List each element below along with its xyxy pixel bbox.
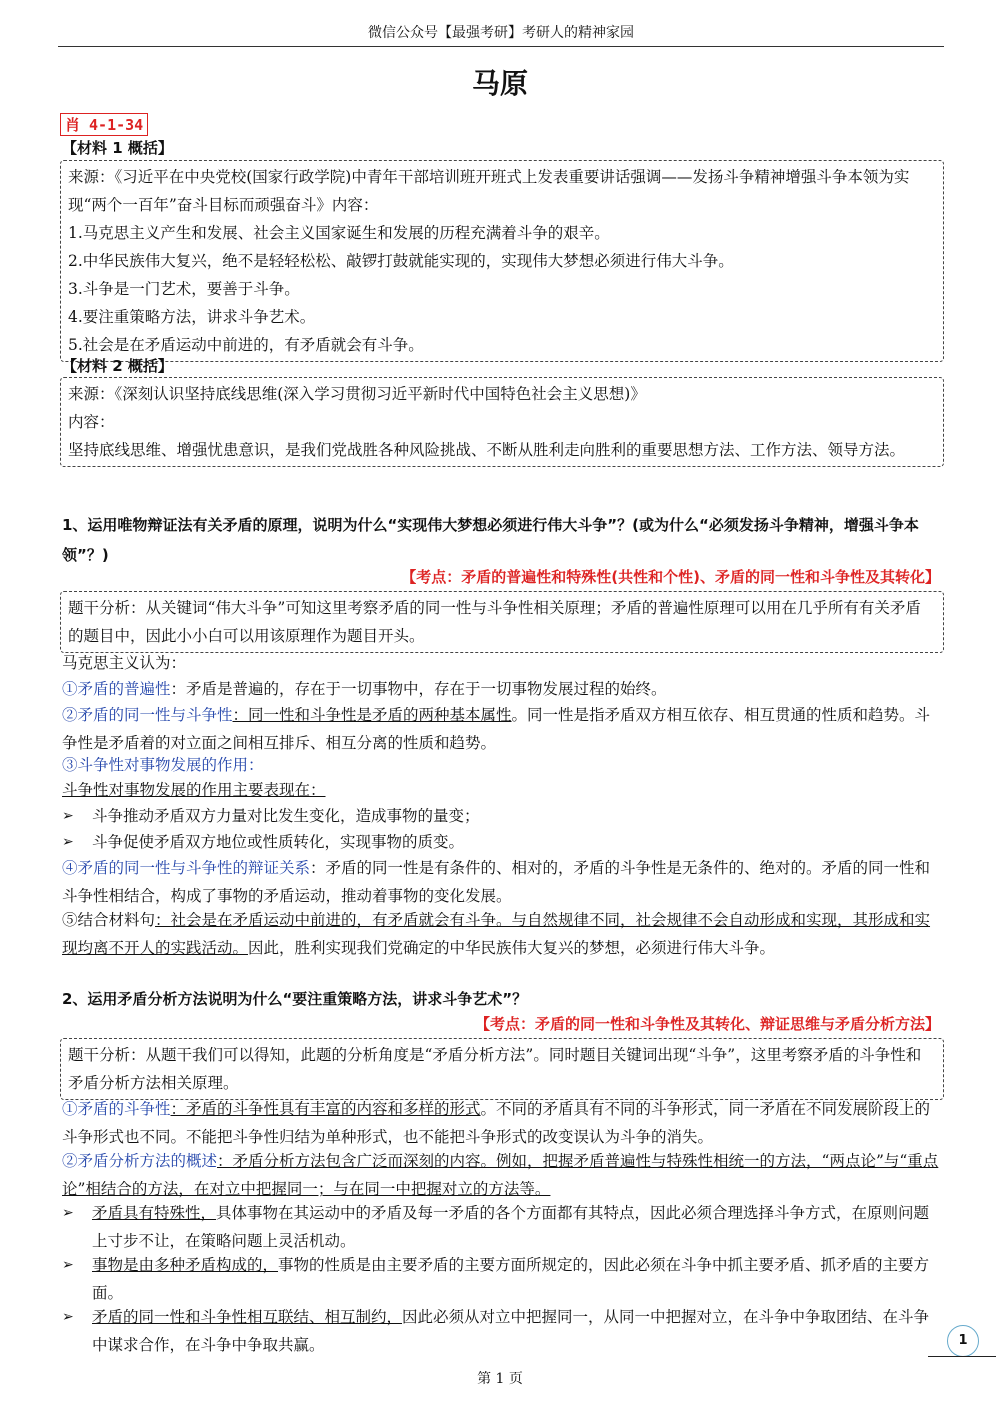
q2-bullet-underlined: 事物是由多种矛盾构成的， bbox=[92, 1256, 279, 1274]
q2-bullet-text bbox=[92, 1199, 942, 1255]
material-2-line: 坚持底线思维、增强忧患意识，是我们党战胜各种风险挑战、不断从胜利走向胜利的重要思想方法、工作方法、领导方法。 bbox=[68, 441, 906, 459]
page-footer: 第 1 页 bbox=[477, 1371, 523, 1387]
arrow-bullet-icon: ➢ bbox=[62, 834, 74, 850]
q2-bullet-text bbox=[92, 1303, 942, 1359]
material-1-line: 2.中华民族伟大复兴，绝不是轻轻松松、敲锣打鼓就能实现的，实现伟大梦想必须进行伟大斗争。 bbox=[68, 252, 734, 270]
material-2-box bbox=[60, 377, 944, 467]
material-2-line: 来源：《深刻认识坚持底线思维(深入学习贯彻习近平新时代中国特色社会主义思想)》 bbox=[68, 385, 646, 403]
q1-point-2-text: 。同一性是指矛盾双方相互依存、相互贯通的性质和趋势。斗争性是矛盾着的对立面之间相互排斥、相互分离的性质和趋势。 bbox=[62, 706, 931, 752]
page-title: 马原 bbox=[471, 67, 528, 100]
question-1-analysis: 题干分析：从关键词“伟大斗争”可知这里考察矛盾的同一性与斗争性相关原理；矛盾的普遍性原理可以用在几乎所有有关矛盾的题目中，因此小小白可以用该原理作为题目开头。 bbox=[68, 599, 921, 645]
q2-bullet bbox=[62, 1251, 942, 1307]
q1-bullet-text: 斗争促使矛盾双方地位或性质转化，实现事物的质变。 bbox=[92, 833, 465, 851]
q1-bullet-text: 斗争推动矛盾双方力量对比发生变化，造成事物的量变； bbox=[92, 807, 480, 825]
q1-point-1-text: ：矛盾是普遍的，存在于一切事物中，存在于一切事物发展过程的始终。 bbox=[170, 680, 667, 698]
q1-point-3-sub-text: 斗争性对事物发展的作用主要表现在： bbox=[62, 781, 326, 799]
q2-bullet-rest: 因此必须从对立中把握同一，从同一中把握对立，在斗争中争取团结、在斗争中谋求合作，在斗争中争取共赢。 bbox=[92, 1308, 930, 1354]
q2-point-1-text: 。不同的矛盾具有不同的斗争形式，同一矛盾在不同发展阶段上的斗争形式也不同。不能把斗争性归结为单种形式，也不能把斗争形式的改变误认为斗争的消失。 bbox=[62, 1100, 931, 1146]
arrow-bullet-icon: ➢ bbox=[62, 808, 74, 824]
q2-bullet-rest: 具体事物在其运动中的矛盾及每一矛盾的各个方面都有其特点，因此必须合理选择斗争方式，在原则问题上寸步不让，在策略问题上灵活机动。 bbox=[92, 1204, 930, 1250]
question-1: 1、运用唯物辩证法有关矛盾的原理，说明为什么“实现伟大梦想必须进行伟大斗争”？(或为什么“必须发扬斗争精神，增强斗争本领”？) bbox=[62, 516, 919, 564]
question-2-analysis-box bbox=[60, 1038, 944, 1100]
q2-point-2-heading: ②矛盾分析方法的概述 bbox=[62, 1152, 218, 1170]
page-header: 微信公众号【最强考研】考研人的精神家园 bbox=[58, 22, 944, 47]
q2-bullet-underlined: 矛盾具有特殊性， bbox=[92, 1204, 217, 1222]
page-number-badge: 1 bbox=[947, 1325, 979, 1357]
q2-bullet-rest: 事物的性质是由主要矛盾的主要方面所规定的，因此必须在斗争中抓主要矛盾、抓矛盾的主要方面。 bbox=[92, 1256, 930, 1302]
q1-point-4-text: ：矛盾的同一性是有条件的、相对的，矛盾的斗争性是无条件的、绝对的。矛盾的同一性和斗争性相结合，构成了事物的矛盾运动，推动着事物的变化发展。 bbox=[62, 859, 931, 905]
q1-point-5-heading: ⑤结合材料句 bbox=[62, 911, 156, 929]
q1-bullet bbox=[62, 802, 942, 830]
arrow-bullet-icon: ➢ bbox=[62, 1205, 74, 1221]
q1-point-4 bbox=[62, 854, 942, 910]
material-2-label: 【材料 2 概括】 bbox=[62, 357, 173, 375]
question-2: 2、运用矛盾分析方法说明为什么“要注重策略方法，讲求斗争艺术”？ bbox=[62, 990, 528, 1008]
q1-point-3-heading-text: ③斗争性对事物发展的作用： bbox=[62, 756, 264, 774]
material-1-line: 1.马克思主义产生和发展、社会主义国家诞生和发展的历程充满着斗争的艰辛。 bbox=[68, 224, 610, 242]
material-1-line: 来源：《习近平在中央党校(国家行政学院)中青年干部培训班开班式上发表重要讲话强调——发扬斗争精神增强斗争本领为实现“两个一百年”奋斗目标而顽强奋斗》内容： bbox=[68, 168, 910, 214]
q2-point-1 bbox=[62, 1095, 942, 1151]
q1-point-4-heading: ④矛盾的同一性与斗争性的辩证关系 bbox=[62, 859, 311, 877]
q2-point-1-underlined: ：矛盾的斗争性具有丰富的内容和多样的形式 bbox=[170, 1100, 481, 1118]
question-1-kaodian: 【考点：矛盾的普遍性和特殊性(共性和个性)、矛盾的同一性和斗争性及其转化】 bbox=[401, 568, 940, 586]
q1-point-3-heading bbox=[62, 751, 942, 779]
question-2-analysis: 题干分析：从题干我们可以得知，此题的分析角度是“矛盾分析方法”。同时题目关键词出现“斗争”，这里考察矛盾的斗争性和矛盾分析方法相关原理。 bbox=[68, 1046, 922, 1092]
question-code: 肖 4-1-34 bbox=[60, 113, 148, 136]
question-1-analysis-box bbox=[60, 591, 944, 653]
q1-point-2-heading: ②矛盾的同一性与斗争性 bbox=[62, 706, 233, 724]
q2-bullet bbox=[62, 1303, 942, 1359]
material-2-line: 内容： bbox=[68, 413, 115, 431]
material-1-line: 5.社会是在矛盾运动中前进的，有矛盾就会有斗争。 bbox=[68, 336, 424, 354]
q1-point-1 bbox=[62, 675, 942, 703]
material-1-line: 4.要注重策略方法，讲求斗争艺术。 bbox=[68, 308, 316, 326]
q2-bullet-underlined: 矛盾的同一性和斗争性相互联结、相互制约， bbox=[92, 1308, 403, 1326]
question-2-kaodian: 【考点：矛盾的同一性和斗争性及其转化、辩证思维与矛盾分析方法】 bbox=[474, 1015, 940, 1033]
arrow-bullet-icon: ➢ bbox=[62, 1309, 74, 1325]
q2-bullet bbox=[62, 1199, 942, 1255]
q1-point-2-underlined: ：同一性和斗争性是矛盾的两种基本属性 bbox=[232, 706, 512, 724]
q2-point-1-heading: ①矛盾的斗争性 bbox=[62, 1100, 171, 1118]
q1-point-5-text: 因此，胜利实现我们党确定的中华民族伟大复兴的梦想，必须进行伟大斗争。 bbox=[248, 939, 776, 957]
q2-point-2-underlined: ：矛盾分析方法包含广泛而深刻的内容。例如，把握矛盾普遍性与特殊性相统一的方法，“两点论”与“重点论”相结合的方法，在对立中把握同一；与在同一中把握对立的方法等。 bbox=[62, 1152, 939, 1198]
q1-point-2 bbox=[62, 701, 942, 757]
page-badge-line bbox=[928, 1356, 996, 1357]
arrow-bullet-icon: ➢ bbox=[62, 1257, 74, 1273]
material-1-label: 【材料 1 概括】 bbox=[62, 139, 173, 157]
q1-intro: 马克思主义认为： bbox=[62, 654, 187, 672]
material-1-line: 3.斗争是一门艺术，要善于斗争。 bbox=[68, 280, 300, 298]
q1-point-5-underlined: ：社会是在矛盾运动中前进的，有矛盾就会有斗争。与自然规律不同，社会规律不会自动形成和实现，其形成和实现均离不开人的实践活动。 bbox=[62, 911, 931, 957]
material-1-box bbox=[60, 160, 944, 362]
q2-bullet-text bbox=[92, 1251, 942, 1307]
q1-point-1-heading: ①矛盾的普遍性 bbox=[62, 680, 171, 698]
q1-point-5 bbox=[62, 906, 942, 962]
q2-point-2 bbox=[62, 1147, 942, 1203]
q1-bullet bbox=[62, 828, 942, 856]
q1-point-3-sub bbox=[62, 776, 942, 804]
